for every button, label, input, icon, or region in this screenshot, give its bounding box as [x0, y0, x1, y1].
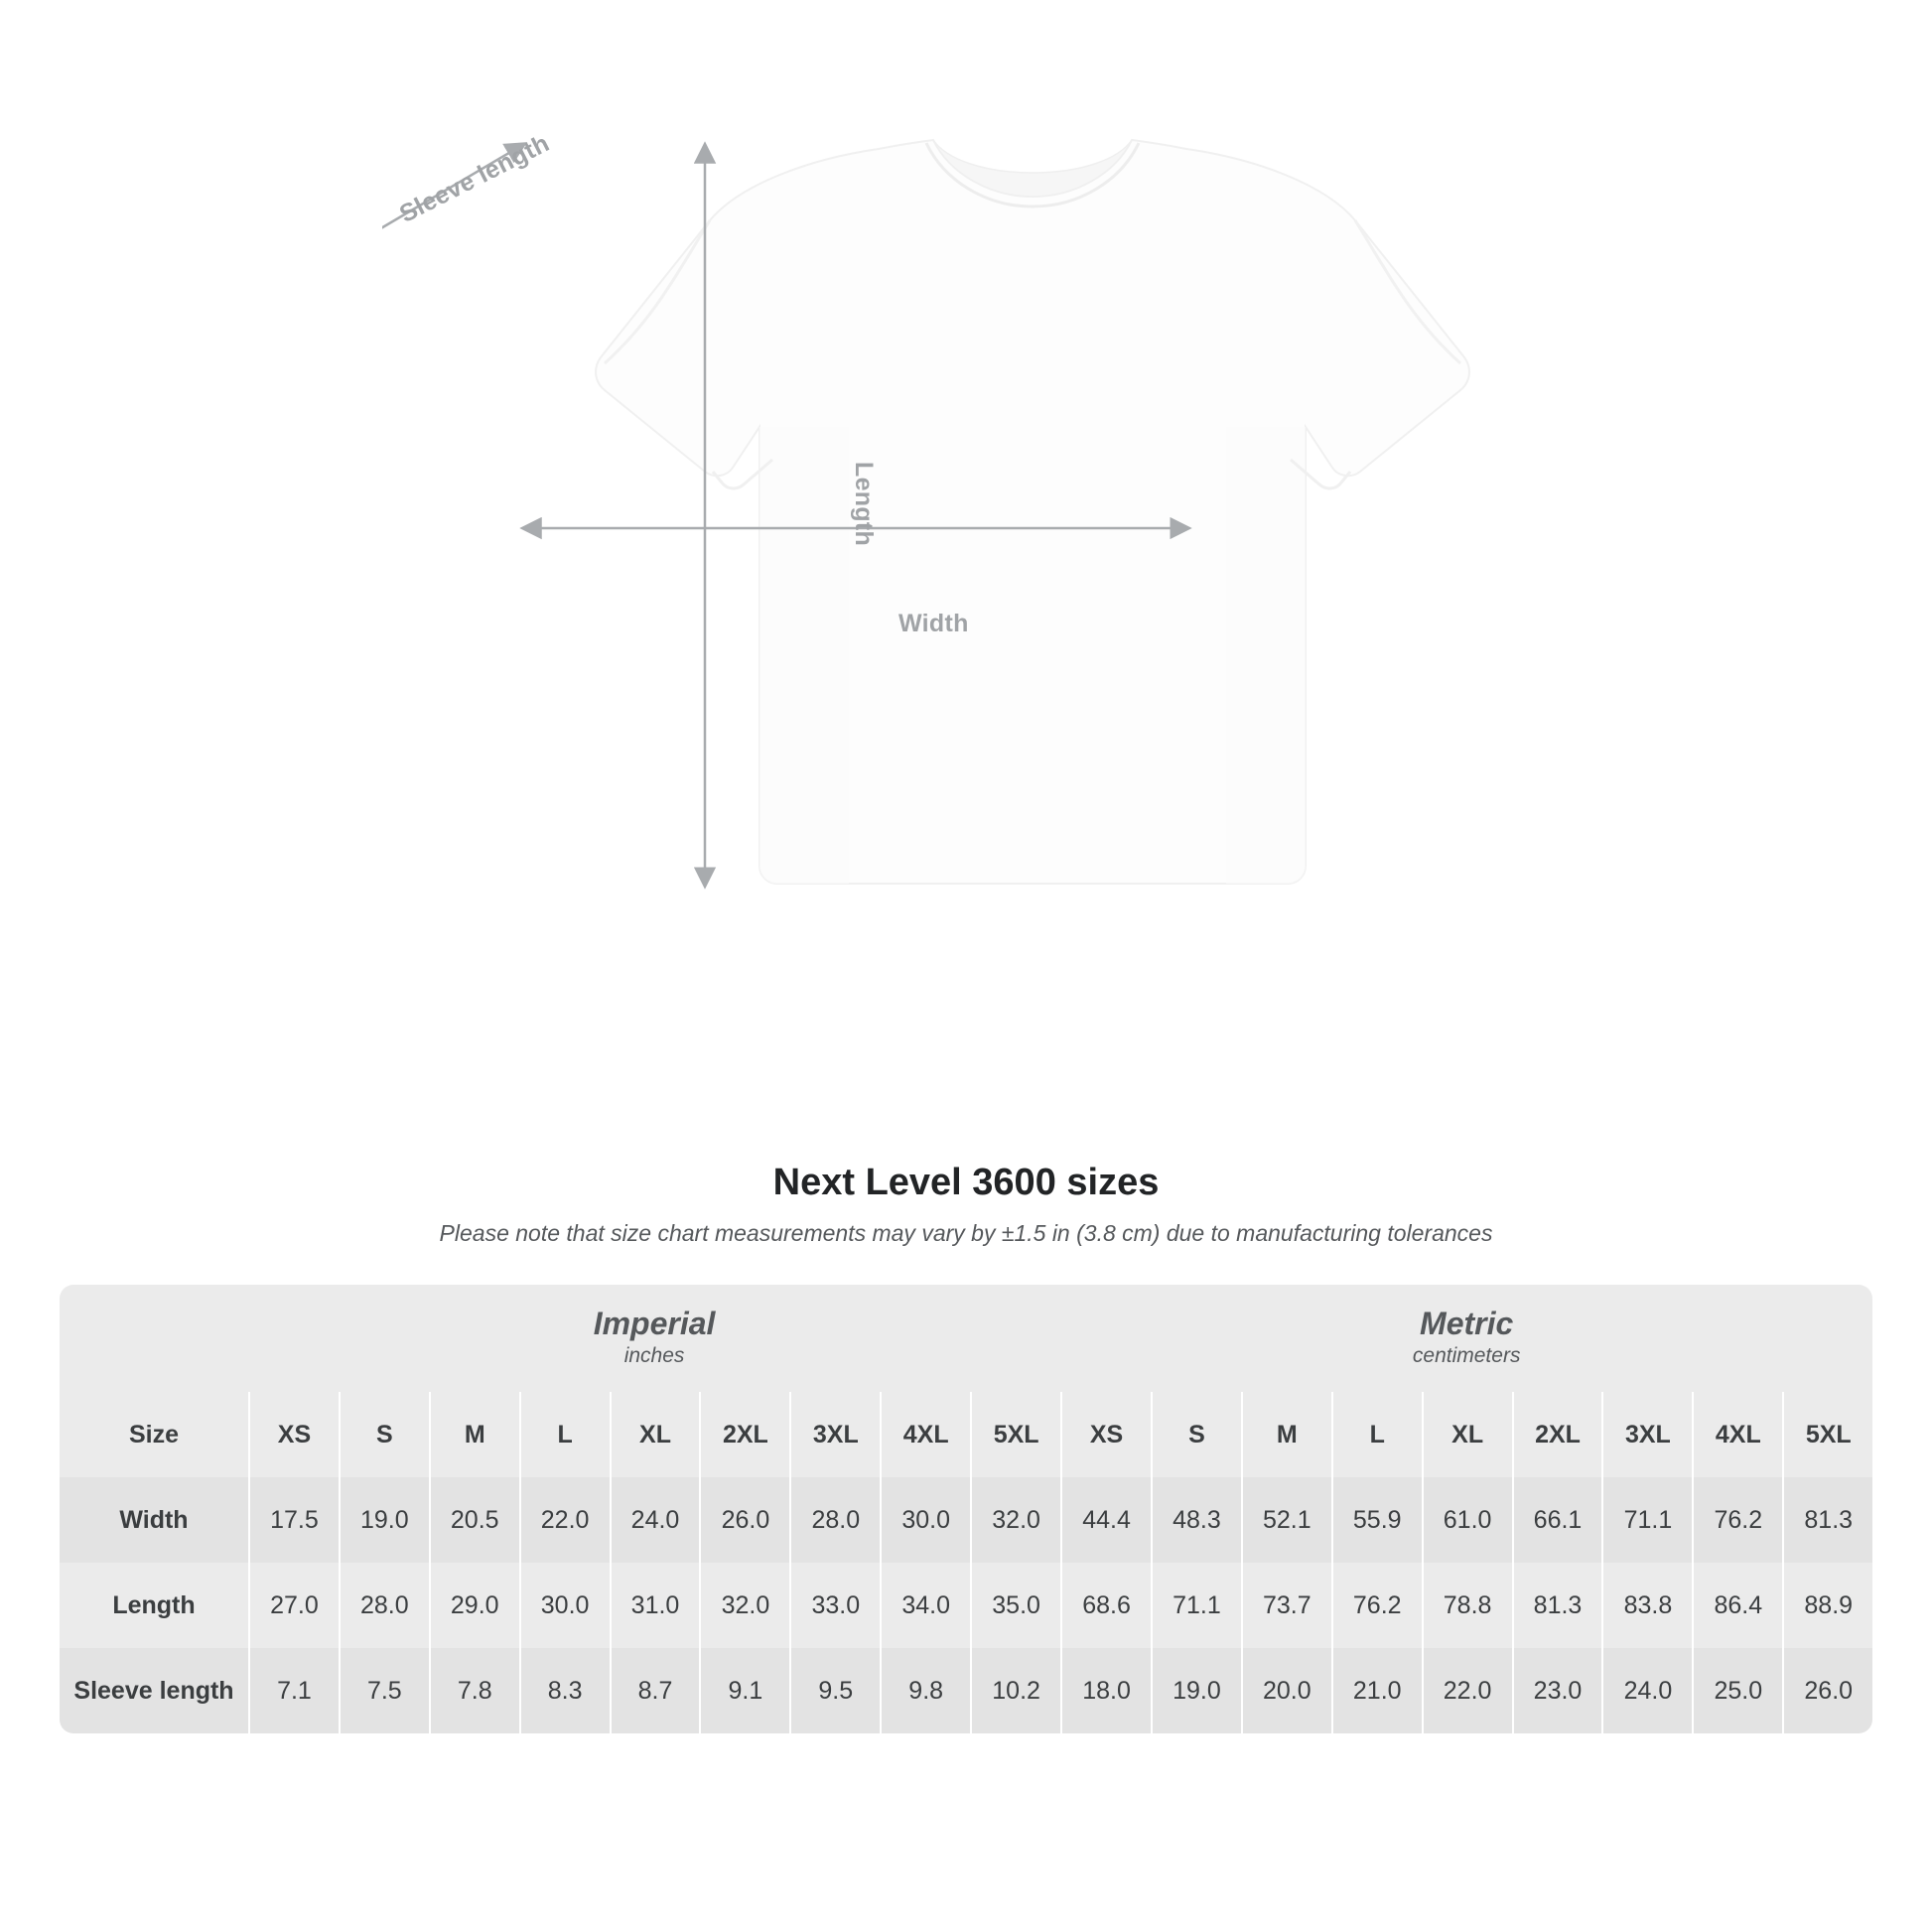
- imperial-sub: inches: [623, 1344, 685, 1368]
- size-header-met-3xl: 3XL: [1601, 1392, 1692, 1477]
- width-met-s: 48.3: [1151, 1477, 1241, 1563]
- width-imp-m: 20.5: [429, 1477, 519, 1563]
- unit-header-row: [60, 1285, 1872, 1392]
- size-table-zone: [60, 1285, 1872, 1733]
- length-met-l: 76.2: [1331, 1563, 1422, 1648]
- width-imp-s: 19.0: [339, 1477, 429, 1563]
- width-met-2xl: 66.1: [1512, 1477, 1602, 1563]
- table-row-width: [60, 1477, 1872, 1563]
- size-header-imp-xl: XL: [610, 1392, 700, 1477]
- metric-name: Metric: [1420, 1306, 1514, 1342]
- tolerance-note: Please note that size chart measurements may vary by ±1.5 in (3.8 cm) due to manufacturing tolerances: [439, 1220, 1493, 1246]
- width-imp-5xl: 32.0: [970, 1477, 1060, 1563]
- length-met-2xl: 81.3: [1512, 1563, 1602, 1648]
- size-header-met-l: L: [1331, 1392, 1422, 1477]
- sleeve-met-2xl: 23.0: [1512, 1648, 1602, 1733]
- size-header-imp-m: M: [429, 1392, 519, 1477]
- length-met-xs: 68.6: [1060, 1563, 1151, 1648]
- width-met-3xl: 71.1: [1601, 1477, 1692, 1563]
- table-row-length: [60, 1563, 1872, 1648]
- title-block: [0, 1162, 1932, 1247]
- size-header-met-xs: XS: [1060, 1392, 1151, 1477]
- sleeve-met-xs: 18.0: [1060, 1648, 1151, 1733]
- width-met-xl: 61.0: [1422, 1477, 1512, 1563]
- length-imp-3xl: 33.0: [789, 1563, 880, 1648]
- length-imp-xl: 31.0: [610, 1563, 700, 1648]
- unit-header-imperial: [248, 1285, 1060, 1392]
- length-imp-xs: 27.0: [248, 1563, 339, 1648]
- width-met-xs: 44.4: [1060, 1477, 1151, 1563]
- sleeve-met-4xl: 25.0: [1692, 1648, 1782, 1733]
- width-met-4xl: 76.2: [1692, 1477, 1782, 1563]
- length-met-5xl: 88.9: [1782, 1563, 1872, 1648]
- row-label-width: Width: [60, 1477, 248, 1563]
- sleeve-imp-4xl: 9.8: [880, 1648, 970, 1733]
- width-imp-3xl: 28.0: [789, 1477, 880, 1563]
- size-header-imp-xs: XS: [248, 1392, 339, 1477]
- length-imp-2xl: 32.0: [699, 1563, 789, 1648]
- length-met-3xl: 83.8: [1601, 1563, 1692, 1648]
- sleeve-imp-xs: 7.1: [248, 1648, 339, 1733]
- size-row-label: Size: [60, 1392, 248, 1477]
- metric-sub: centimeters: [1412, 1344, 1521, 1368]
- size-header-imp-s: S: [339, 1392, 429, 1477]
- size-header-met-m: M: [1241, 1392, 1331, 1477]
- size-header-met-xl: XL: [1422, 1392, 1512, 1477]
- sleeve-imp-l: 8.3: [519, 1648, 610, 1733]
- table-row-sleeve-length: [60, 1648, 1872, 1733]
- length-imp-s: 28.0: [339, 1563, 429, 1648]
- length-imp-m: 29.0: [429, 1563, 519, 1648]
- size-header-met-s: S: [1151, 1392, 1241, 1477]
- length-imp-l: 30.0: [519, 1563, 610, 1648]
- size-header-imp-l: L: [519, 1392, 610, 1477]
- size-header-imp-5xl: 5XL: [970, 1392, 1060, 1477]
- size-header-imp-3xl: 3XL: [789, 1392, 880, 1477]
- sleeve-met-xl: 22.0: [1422, 1648, 1512, 1733]
- row-label-length: Length: [60, 1563, 248, 1648]
- length-met-4xl: 86.4: [1692, 1563, 1782, 1648]
- imperial-name: Imperial: [593, 1306, 716, 1342]
- sleeve-imp-m: 7.8: [429, 1648, 519, 1733]
- sleeve-length-label: Sleeve length: [395, 129, 554, 228]
- width-label: Width: [898, 610, 969, 637]
- width-imp-2xl: 26.0: [699, 1477, 789, 1563]
- sleeve-imp-3xl: 9.5: [789, 1648, 880, 1733]
- length-label: Length: [850, 462, 878, 547]
- length-imp-4xl: 34.0: [880, 1563, 970, 1648]
- sleeve-imp-5xl: 10.2: [970, 1648, 1060, 1733]
- size-header-met-4xl: 4XL: [1692, 1392, 1782, 1477]
- size-header-imp-4xl: 4XL: [880, 1392, 970, 1477]
- width-imp-l: 22.0: [519, 1477, 610, 1563]
- width-imp-xl: 24.0: [610, 1477, 700, 1563]
- length-met-s: 71.1: [1151, 1563, 1241, 1648]
- width-met-l: 55.9: [1331, 1477, 1422, 1563]
- size-table: [60, 1285, 1872, 1733]
- sleeve-imp-s: 7.5: [339, 1648, 429, 1733]
- width-met-5xl: 81.3: [1782, 1477, 1872, 1563]
- tshirt-diagram: [382, 129, 1549, 913]
- tshirt-svg: [382, 129, 1549, 913]
- length-met-xl: 78.8: [1422, 1563, 1512, 1648]
- size-header-met-2xl: 2XL: [1512, 1392, 1602, 1477]
- unit-header-metric: [1060, 1285, 1872, 1392]
- sleeve-imp-xl: 8.7: [610, 1648, 700, 1733]
- sleeve-met-3xl: 24.0: [1601, 1648, 1692, 1733]
- size-header-row: [60, 1392, 1872, 1477]
- width-met-m: 52.1: [1241, 1477, 1331, 1563]
- sleeve-imp-2xl: 9.1: [699, 1648, 789, 1733]
- size-header-met-5xl: 5XL: [1782, 1392, 1872, 1477]
- sleeve-met-m: 20.0: [1241, 1648, 1331, 1733]
- page-title: Next Level 3600 sizes: [772, 1162, 1160, 1203]
- sleeve-met-5xl: 26.0: [1782, 1648, 1872, 1733]
- row-label-sleeve-length: Sleeve length: [60, 1648, 248, 1733]
- sleeve-met-l: 21.0: [1331, 1648, 1422, 1733]
- length-met-m: 73.7: [1241, 1563, 1331, 1648]
- length-imp-5xl: 35.0: [970, 1563, 1060, 1648]
- unit-header-spacer: [60, 1285, 248, 1392]
- sleeve-met-s: 19.0: [1151, 1648, 1241, 1733]
- width-imp-xs: 17.5: [248, 1477, 339, 1563]
- size-header-imp-2xl: 2XL: [699, 1392, 789, 1477]
- width-imp-4xl: 30.0: [880, 1477, 970, 1563]
